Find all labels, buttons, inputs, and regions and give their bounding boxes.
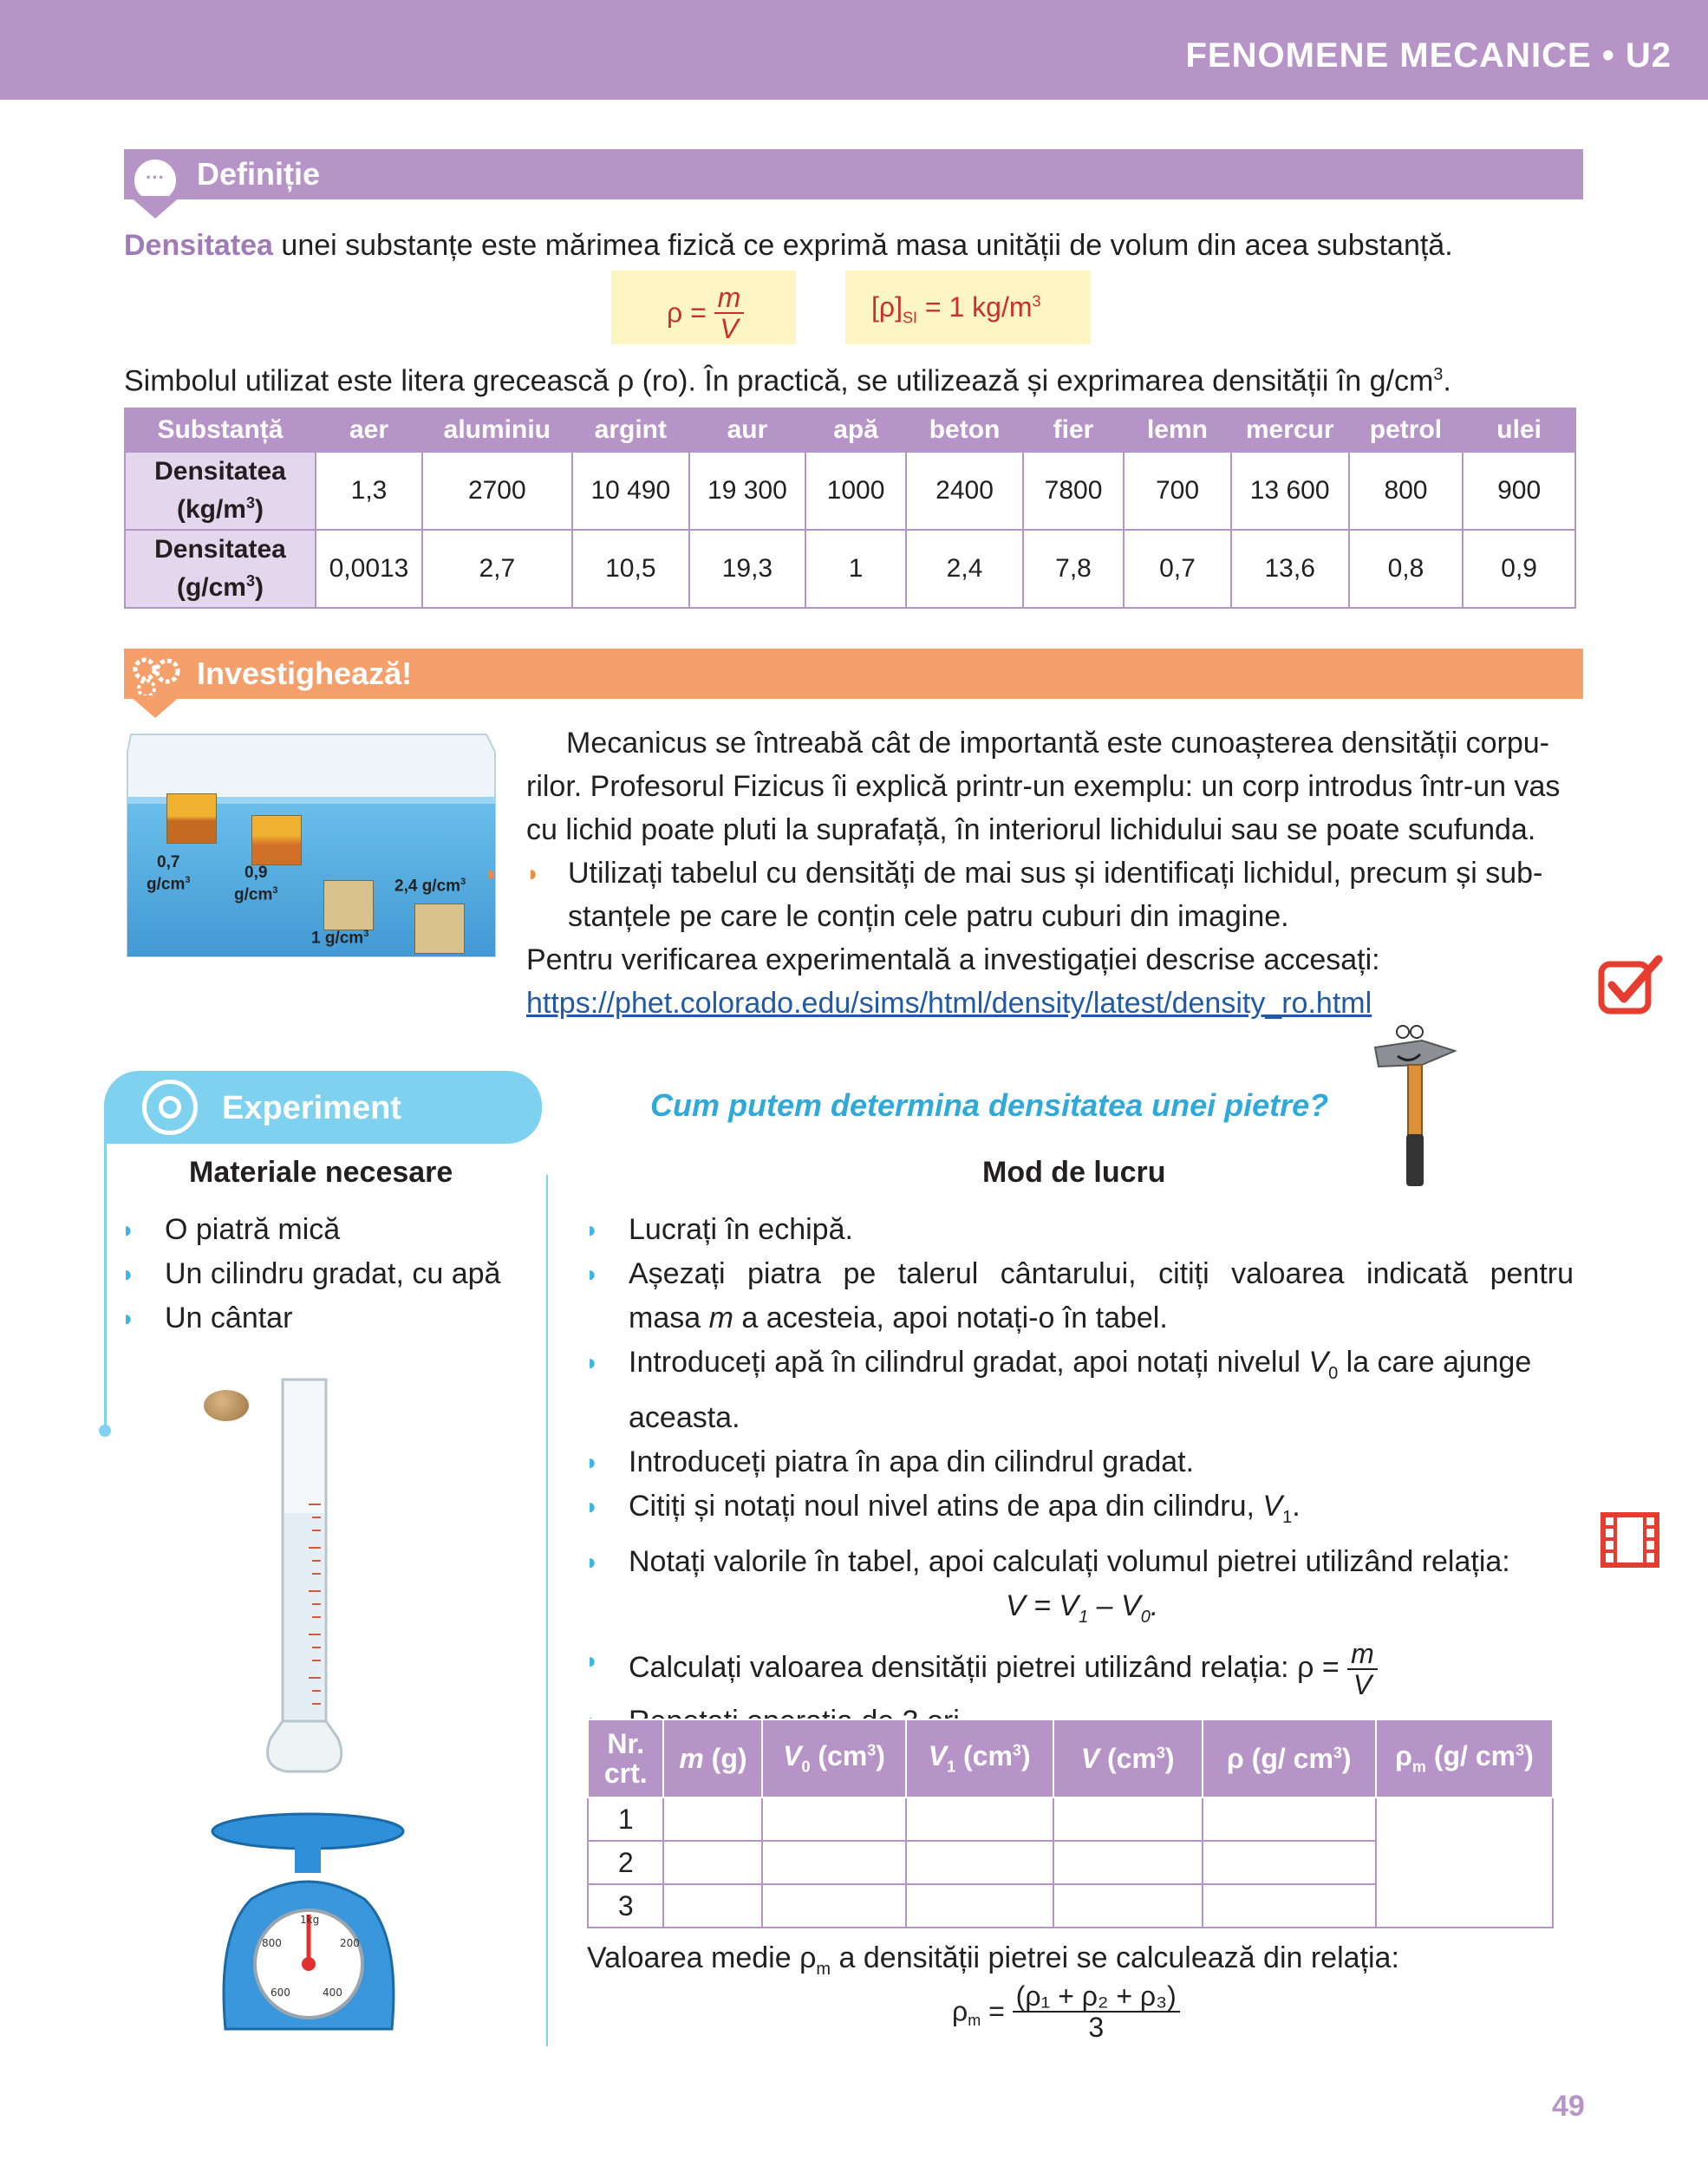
table-cell: 19,3 [689, 530, 805, 608]
table-cell: 13,6 [1231, 530, 1349, 608]
definition-bar [124, 149, 1583, 199]
hammer-mascot-illustration [1368, 1021, 1464, 1195]
table-cell: 10 490 [572, 452, 689, 530]
header-cell: Nr. crt. [588, 1719, 663, 1797]
cube-0-7 [166, 793, 217, 844]
cube-0-9 [251, 815, 302, 865]
graduated-cylinder-image [251, 1374, 355, 1782]
investigate-task: ◗ ◗ Utilizați tabelul cu densități de mai sus și identificați lichidul, precum și sub- [526, 851, 1593, 895]
side-line-dot [99, 1425, 111, 1437]
phet-link[interactable]: https://phet.colorado.edu/sims/html/density/latest/density_ro.html [526, 987, 1372, 1020]
table-cell: 2400 [906, 452, 1022, 530]
cube-2-4 [414, 904, 465, 954]
table-row [588, 1797, 1553, 1841]
experiment-title: Experiment [222, 1090, 401, 1126]
header-cell: $V_1$ $(cm^3)$ [906, 1719, 1053, 1797]
scale-label: 600 [271, 1987, 290, 1999]
header-cell: ulei [1463, 408, 1575, 452]
film-icon [1600, 1511, 1660, 1569]
header-cell: V $(cm^3)$ [1053, 1719, 1203, 1797]
table-cell: 19 300 [689, 452, 805, 530]
checkbox-icon [1598, 954, 1664, 1014]
investigate-title: Investighează! [197, 656, 413, 691]
bar-tail [129, 695, 181, 718]
volume-equation: $V = V_1 - V_0$. [1006, 1589, 1159, 1627]
investigate-bar [124, 649, 1583, 699]
table-cell[interactable] [1203, 1884, 1376, 1928]
table-cell[interactable] [762, 1841, 905, 1884]
page-header [0, 0, 1708, 100]
cube-1 [323, 880, 374, 930]
table-cell: 800 [1349, 452, 1464, 530]
definition-title: Definiție [197, 156, 321, 192]
header-cell: mercur [1231, 408, 1349, 452]
table-cell: 3 [588, 1884, 663, 1928]
header-cell: $\rho_m$ (g/ $cm^3$) [1376, 1719, 1553, 1797]
table-cell[interactable] [663, 1797, 762, 1841]
table-cell: 13 600 [1231, 452, 1349, 530]
table-cell: 7800 [1023, 452, 1125, 530]
cube-label-0-9: 0,9 $g/cm^3$ [234, 864, 278, 904]
header-cell: ρ (g/ $cm^3$) [1203, 1719, 1376, 1797]
list-item: ◗ Un cântar [165, 1296, 538, 1341]
list-item: ◗ Un cilindru gradat, cu apă [165, 1252, 538, 1296]
table-cell: 1000 [805, 452, 907, 530]
page-number: 49 [1552, 2090, 1585, 2123]
table-cell: 2,4 [906, 530, 1022, 608]
table-cell: 700 [1124, 452, 1230, 530]
table-cell: 2 [588, 1841, 663, 1884]
table-cell[interactable] [906, 1797, 1053, 1841]
table-cell: 1,3 [316, 452, 422, 530]
table-cell: 1 [805, 530, 907, 608]
list-item: ◗ Așezați piatra pe talerul cântarului, citiți valoarea indicată pentru [629, 1252, 1574, 1296]
table-row [125, 530, 1575, 608]
row-label: Densitatea $(g/cm^3)$ [125, 530, 316, 608]
table-cell: 900 [1463, 452, 1575, 530]
table-cell[interactable] [1203, 1841, 1376, 1884]
list-item: ◗ Introduceți apă în cilindrul gradat, apoi notați nivelul $V_0$ la care ajunge [629, 1341, 1574, 1396]
experiment-side-line [104, 1144, 107, 1430]
table-cell: 0,9 [1463, 530, 1575, 608]
table-cell[interactable] [1376, 1797, 1553, 1928]
header-cell: lemn [1124, 408, 1230, 452]
header-cell: aer [316, 408, 422, 452]
row-label: Densitatea $(kg/m^3)$ [125, 452, 316, 530]
density-table-header [125, 408, 1575, 452]
header-cell: argint [572, 408, 689, 452]
stone-image [204, 1390, 249, 1421]
header-cell: m (g) [663, 1719, 762, 1797]
table-cell: 1 [588, 1797, 663, 1841]
scale-label: 1kg [300, 1914, 320, 1926]
mean-formula: $\rho_m$ = $\frac{\text{(ρ₁ + ρ₂ + ρ₃)}}{3}$ [952, 1981, 1180, 2042]
table-cell: 0,0013 [316, 530, 422, 608]
table-cell[interactable] [1053, 1797, 1203, 1841]
experiment-bar [104, 1071, 542, 1144]
table-cell[interactable] [663, 1884, 762, 1928]
table-cell[interactable] [906, 1841, 1053, 1884]
results-table [587, 1719, 1554, 1928]
table-cell[interactable] [906, 1884, 1053, 1928]
results-table-header [588, 1719, 1553, 1797]
table-cell[interactable] [1203, 1797, 1376, 1841]
cube-label-0-7: 0,7 $g/cm^3$ [147, 853, 191, 894]
list-item: ◗ Citiți și notați noul nivel atins de apa din cilindru, $V_1$. [629, 1484, 1574, 1540]
table-cell: 0,7 [1124, 530, 1230, 608]
mean-text: Valoarea medie $\rho_m$ a densității pietrei se calculează din relația: [587, 1941, 1399, 1979]
table-cell: 7,8 [1023, 530, 1125, 608]
scale-label: 400 [323, 1987, 342, 1999]
column-divider [546, 1175, 548, 2046]
investigate-text: Mecanicus se întreabă cât de importantă este cunoașterea densității corpu- rilor. Profesorul Fizicus îi explică printr-un exemplu: un corp introdus într-un vas cu lichid poate pluti la suprafață, în interiorul lichidului sau se poate scufunda. ◗ ◗ Utilizați tabelul cu densități de mai sus și identificați lichidul, precum și sub- stanțele pe care le conțin cele patru cuburi din imagine. Pentru verificarea experimentală a investigației descrise accesați: https://phet.colorado.edu/sims/html/density/latest/density_ro.html [526, 721, 1593, 1025]
materials-list [165, 1208, 538, 1341]
header-cell: aluminiu [422, 408, 572, 452]
density-formula: ρ = $\frac{m}{V}$ [611, 271, 796, 344]
header-cell: fier [1023, 408, 1125, 452]
si-unit-formula: $[\rho]_{SI} = 1$ $kg/m^3$ [845, 271, 1091, 344]
aquarium-illustration [124, 733, 497, 960]
table-cell[interactable] [762, 1797, 905, 1841]
list-item-continued: masa m a acesteia, apoi notați-o în tabel. [629, 1302, 1168, 1334]
list-item: ◗ Notați valorile în tabel, apoi calculați volumul pietrei utilizând relația: [629, 1540, 1574, 1584]
definition-text: Densitatea unei substanțe este mărimea fizică ce exprimă masa unității de volum din acea substanță. [124, 229, 1453, 262]
table-row [125, 452, 1575, 530]
kitchen-scale-image [208, 1812, 416, 2038]
scale-label: 200 [340, 1937, 360, 1949]
table-cell[interactable] [1053, 1884, 1203, 1928]
scale-label: 800 [262, 1937, 282, 1949]
experiment-question: Cum putem determina densitatea unei pietre? [650, 1087, 1329, 1123]
unit-title: FENOMENE MECANICE • U2 [1185, 36, 1672, 75]
header-cell: aur [689, 408, 805, 452]
method-steps [629, 1208, 1574, 1744]
table-cell[interactable] [1053, 1841, 1203, 1884]
target-icon [142, 1080, 198, 1135]
list-item: ◗ Lucrați în echipă. [629, 1208, 1574, 1252]
list-item: ◗ Calculați valoarea densității pietrei utilizând relația: ρ = $\frac{m}{V}$ [629, 1639, 1574, 1700]
table-cell: 0,8 [1349, 530, 1464, 608]
table-cell: 10,5 [572, 530, 689, 608]
list-item-continued: aceasta. [629, 1400, 740, 1434]
density-table [124, 408, 1576, 609]
materials-title: Materiale necesare [189, 1156, 453, 1189]
table-cell: 2700 [422, 452, 572, 530]
table-cell[interactable] [663, 1841, 762, 1884]
list-item: ◗ Introduceți piatra în apa din cilindrul gradat. [629, 1440, 1574, 1484]
table-cell: 2,7 [422, 530, 572, 608]
gears-icon [129, 656, 186, 697]
header-cell: petrol [1349, 408, 1464, 452]
speech-bubble-icon: ··· [131, 156, 179, 205]
header-cell: $V_0$ $(cm^3)$ [762, 1719, 905, 1797]
header-cell: beton [906, 408, 1022, 452]
symbol-text: Simbolul utilizat este litera grecească ρ (ro). În practică, se utilizează și exprimarea densității în $g/cm^3$. [124, 364, 1451, 398]
header-cell: apă [805, 408, 907, 452]
cube-label-1: 1 $g/cm^3$ [311, 929, 369, 948]
list-item: ◗ O piatră mică [165, 1208, 538, 1252]
definition-term: Densitatea [124, 229, 273, 262]
header-cell: Substanță [125, 408, 316, 452]
cube-label-2-4: 2,4 $g/cm^3$ [394, 877, 466, 896]
method-title: Mod de lucru [982, 1156, 1166, 1189]
table-cell[interactable] [762, 1884, 905, 1928]
bubble-tail [129, 196, 181, 219]
